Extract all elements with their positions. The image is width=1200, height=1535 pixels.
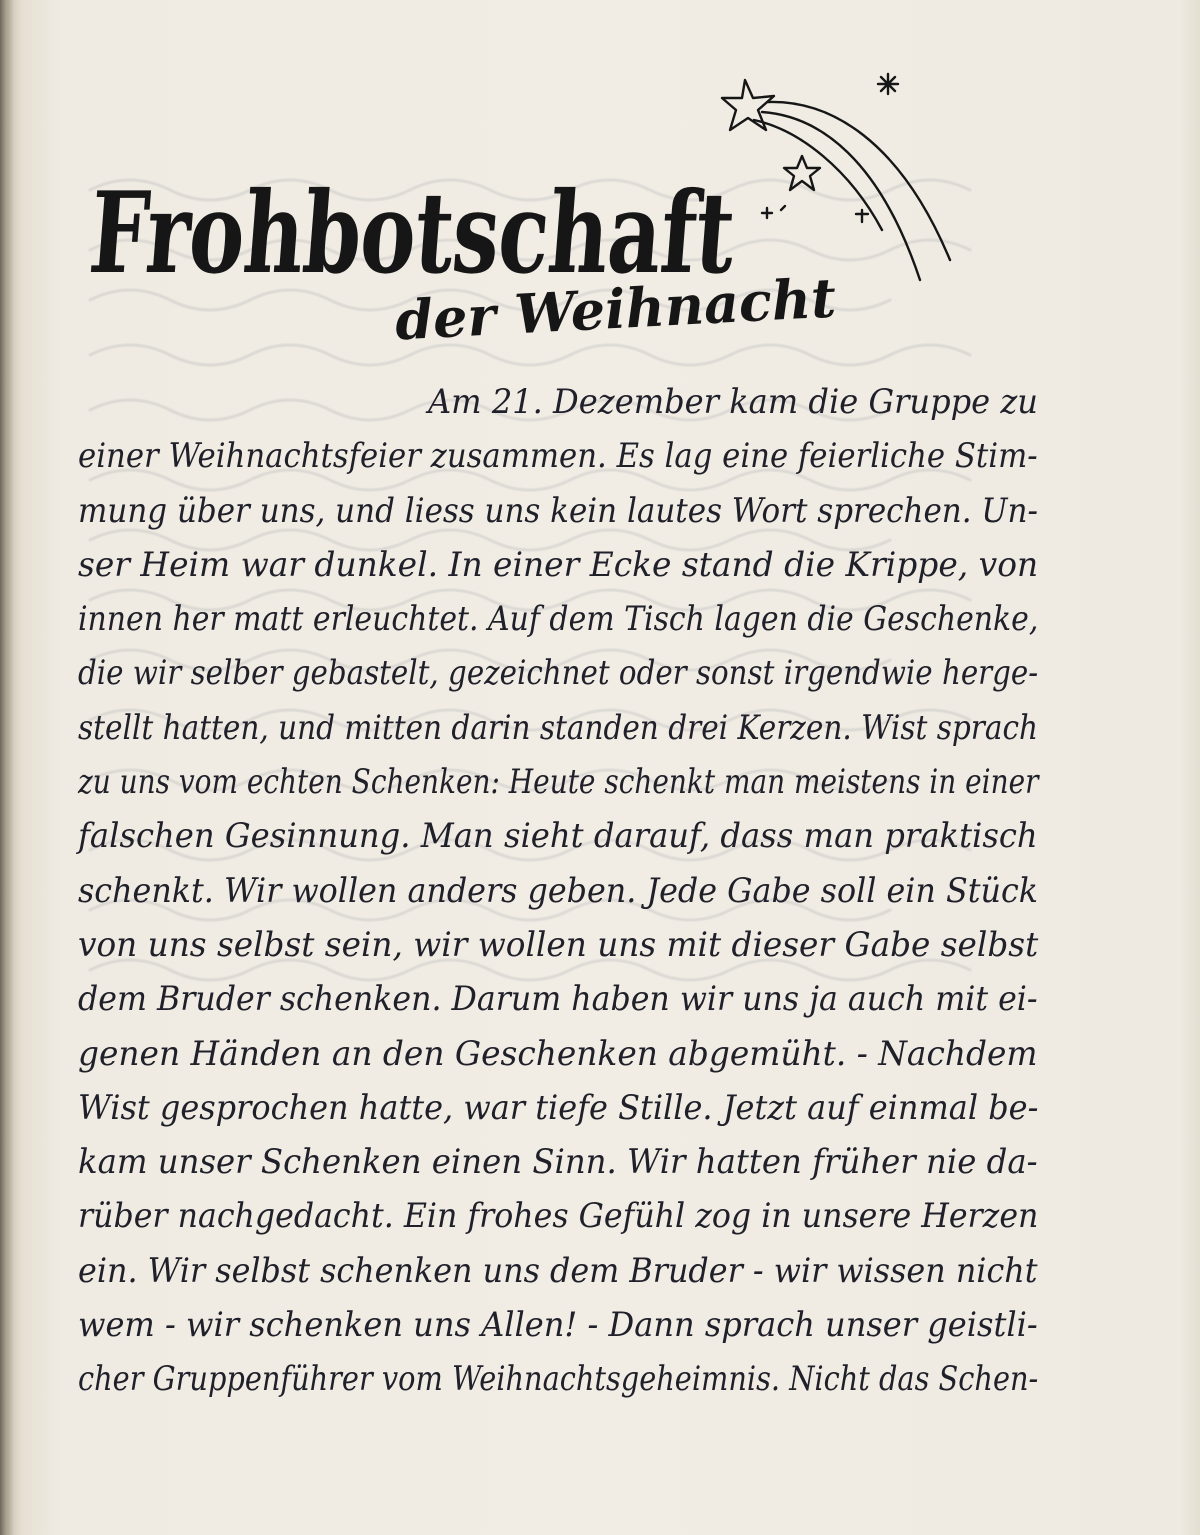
binding-shadow [0, 0, 14, 1535]
text-line-content: von uns selbst sein, wir wollen uns mit dieser Gabe selbst [78, 924, 1039, 965]
text-line-content: ein. Wir selbst schenken uns dem Bruder - wir wissen nicht [78, 1250, 1038, 1291]
text-line [78, 972, 1058, 1026]
text-line [78, 375, 1058, 429]
text-line [78, 1298, 1058, 1352]
text-line [78, 429, 1058, 483]
text-line-content: ser Heim war dunkel. In einer Ecke stand die Krippe, von [78, 544, 1039, 585]
text-line [78, 809, 1058, 863]
text-line-content: innen her matt erleuchtet. Auf dem Tisch lagen die Geschenke, [78, 599, 1039, 640]
title-block [84, 60, 880, 353]
text-line [78, 592, 1058, 646]
text-line [78, 1135, 1058, 1189]
text-line-content: Wist gesprochen hatte, war tiefe Stille. Jetzt auf einmal be- [78, 1087, 1039, 1128]
text-line [78, 1189, 1058, 1243]
text-line [78, 918, 1058, 972]
text-line-content: rüber nachgedacht. Ein frohes Gefühl zog in unsere Herzen [78, 1196, 1039, 1237]
text-line-content: Am 21. Dezember kam die Gruppe zu [428, 382, 1038, 422]
text-line-content: cher Gruppenführer vom Weihnachtsgeheimnis. Nicht das Schen- [78, 1359, 1039, 1400]
text-line-content: wem - wir schenken uns Allen! - Dann sprach unser geistli- [78, 1305, 1038, 1346]
text-line [78, 701, 1058, 755]
text-line [78, 1081, 1058, 1135]
shooting-star-icon [650, 60, 970, 320]
text-line-content: genen Händen an den Geschenken abgemüht. - Nachdem [78, 1033, 1038, 1074]
page-subtitle: der Weihnacht [393, 265, 838, 353]
text-line [78, 864, 1058, 918]
page-title: Frohbotschaft [84, 168, 739, 299]
handwritten-text [78, 375, 1058, 1407]
text-line-content: die wir selber gebastelt, gezeichnet oder sonst irgendwie herge- [78, 653, 1039, 694]
text-line-content: kam unser Schenken einen Sinn. Wir hatten früher nie da- [78, 1142, 1038, 1183]
text-line-content: einer Weihnachtsfeier zusammen. Es lag eine feierliche Stim- [78, 436, 1038, 477]
text-line-content: mung über uns, und liess uns kein lautes Wort sprechen. Un- [78, 490, 1038, 531]
text-line-content: zu uns vom echten Schenken: Heute schenkt man meistens in einer [78, 762, 1039, 803]
text-line [78, 1244, 1058, 1298]
text-line [78, 1352, 1058, 1406]
text-line [78, 538, 1058, 592]
text-line-content: schenkt. Wir wollen anders geben. Jede Gabe soll ein Stück [78, 870, 1038, 911]
text-line-content: stellt hatten, und mitten darin standen drei Kerzen. Wist sprach [78, 707, 1039, 748]
text-line [78, 484, 1058, 538]
text-line [78, 755, 1058, 809]
text-line [78, 646, 1058, 700]
text-line [78, 1027, 1058, 1081]
text-line-content: falschen Gesinnung. Man sieht darauf, dass man praktisch [78, 816, 1038, 857]
text-line-content: dem Bruder schenken. Darum haben wir uns ja auch mit ei- [78, 979, 1038, 1020]
